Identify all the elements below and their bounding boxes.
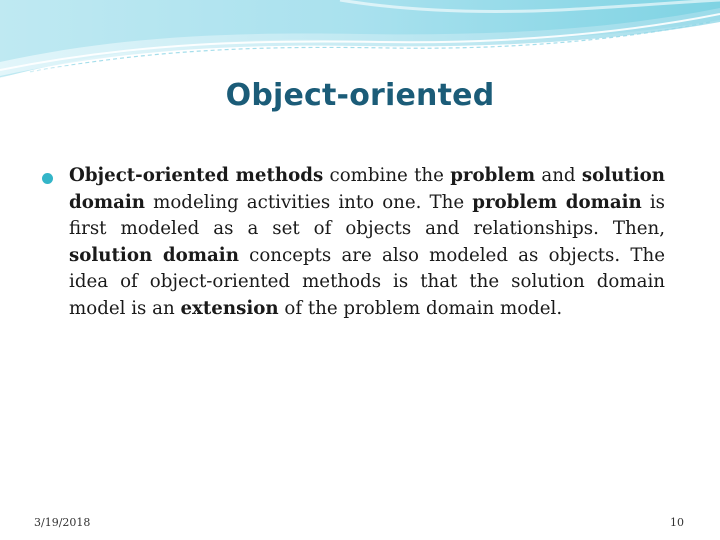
bullet-text-segment: combine the	[323, 165, 451, 186]
bullet-text-bold-segment: problem	[450, 165, 536, 186]
bullet-text-bold-segment: Object-oriented methods	[69, 165, 324, 186]
bullet-text-segment: modeling activities into one. The	[145, 191, 473, 213]
footer-date: 3/19/2018	[34, 516, 91, 529]
bullet-text-segment: of the problem domain model.	[278, 297, 563, 319]
bullet-text	[69, 163, 665, 322]
bullet-text-segment: and	[535, 165, 582, 186]
slide-title: Object-oriented	[225, 78, 495, 113]
bullet-text-segment: is first modeled as a set of objects and relationships. Then,	[69, 191, 666, 239]
bullet-text-bold-segment: solution domain	[69, 165, 666, 213]
header-wave-decoration	[0, 0, 720, 90]
bullet-icon	[42, 173, 53, 184]
footer-page-number: 10	[670, 516, 684, 529]
bullet-text-segment: concepts are also modeled as objects. The idea of object-oriented methods is that the solution domain model is an	[69, 244, 665, 319]
bullet-text-bold-segment: problem domain	[472, 191, 642, 213]
bullet-text-bold-segment: solution domain	[69, 244, 239, 266]
bullet-text-bold-segment: extension	[180, 297, 279, 319]
